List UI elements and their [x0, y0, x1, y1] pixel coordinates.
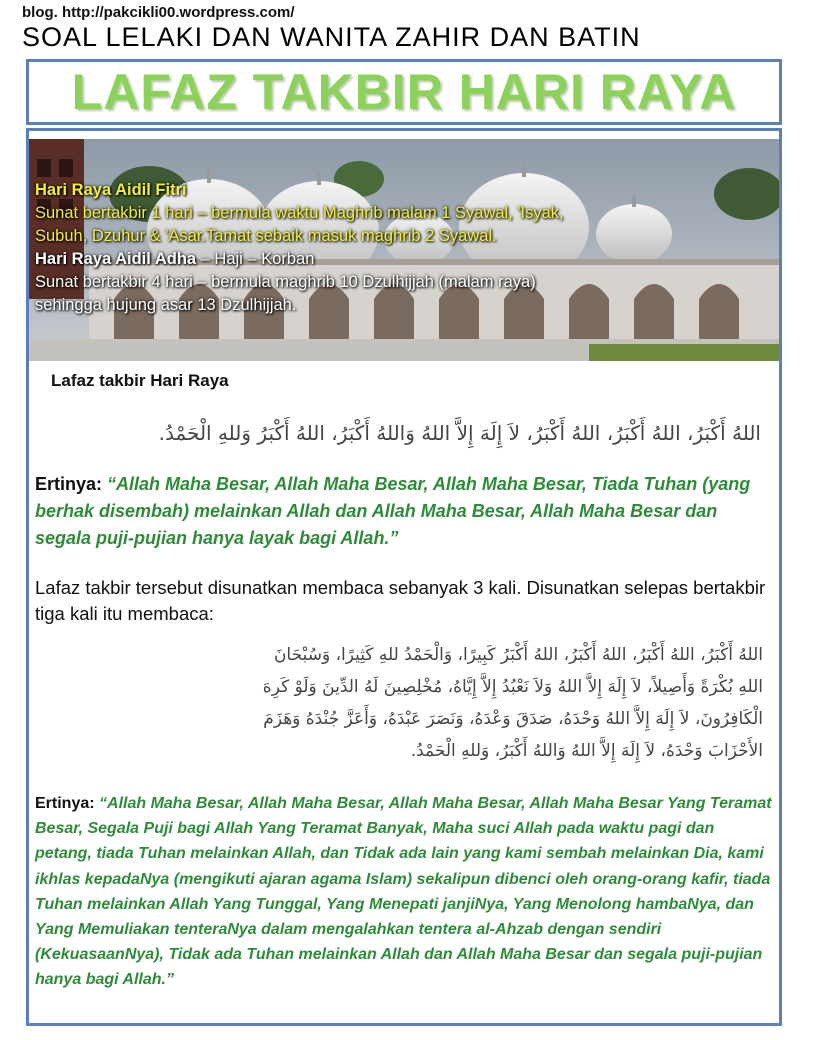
adha-suffix: – Haji – Korban [196, 250, 315, 268]
arabic-line: الأَحْزَابَ وَحْدَهُ، لاَ إِلَهَ إِلاَّ اللهُ وَاللهُ أَكْبَرُ، وَللهِ الْحَمْدُ. [410, 741, 763, 761]
photo-caption [35, 179, 775, 317]
arabic-line: اللهِ بُكْرَةً وَأَصِيلاً، لاَ إِلَهَ إِلاَّ اللهُ وَلاَ نَعْبُدُ إِلاَّ إِيَّاهُ، مُخْلِصِينَ لَهُ الدِّينَ وَلَوْ كَرِهَ [262, 677, 763, 697]
blog-url: blog. http://pakcikli00.wordpress.com/ [22, 4, 295, 21]
adha-line-1: Sunat bertakbir 4 hari – bermula maghrib 10 Dzulhijjah (malam raya) [35, 273, 536, 291]
translation-1-lead: Ertinya: [35, 474, 108, 494]
page-subtitle: SOAL LELAKI DAN WANITA ZAHIR DAN BATIN [22, 22, 641, 52]
arabic-long-takbir [43, 639, 763, 767]
adha-line-2: sehingga hujung asar 13 Dzulhijjah. [35, 296, 297, 314]
instruction-text: Lafaz takbir tersebut disunatkan membaca sebanyak 3 kali. Disunatkan selepas bertakbir tiga kali itu membaca: [35, 577, 766, 624]
title-banner [26, 59, 782, 125]
section-label: Lafaz takbir Hari Raya [51, 371, 229, 390]
adha-heading: Hari Raya Aidil Adha [35, 250, 197, 268]
fitri-line-1: Sunat bertakbir 1 hari – bermula waktu Maghrib malam 1 Syawal, 'Isyak, [35, 204, 564, 222]
fitri-heading: Hari Raya Aidil Fitri [35, 181, 187, 199]
arabic-line: اللهُ أَكْبَرُ، اللهُ أَكْبَرُ، اللهُ أَكْبَرُ، اللهُ أَكْبَرُ كَبِيرًا، وَالْحَمْدُ للهِ كَثِيرًا، وَسُبْحَانَ [273, 645, 763, 665]
translation-1-text: “Allah Maha Besar, Allah Maha Besar, Allah Maha Besar, Tiada Tuhan (yang berhak disembah) melainkan Allah dan Allah Maha Besar, Allah Maha Besar dan segala puji-pujian hanya layak bagi Allah.” [35, 474, 751, 548]
mosque-photo [29, 139, 779, 361]
page-title: LAFAZ TAKBIR HARI RAYA [71, 64, 737, 120]
arabic-line: الْكَافِرُونَ، لاَ إِلَهَ إِلاَّ اللهُ وَحْدَهُ، صَدَقَ وَعْدَهُ، وَنَصَرَ عَبْدَهُ، وَأَعَزَّ جُنْدَهُ وَهَزَمَ [263, 709, 763, 729]
translation-2-text: “Allah Maha Besar, Allah Maha Besar, Allah Maha Besar, Allah Maha Besar Yang Teramat Besar, Segala Puji bagi Allah Yang Teramat Banyak, Maha suci Allah pada waktu pagi dan petang, tiada Tuhan melainkan Allah, dan Tidak ada lain yang kami sembah melainkan Dia, kami ikhlas kepadaNya (mengikuti ajaran agama Islam) sekalipun dibenci oleh orang-orang kafir, tiada Tuhan melainkan Allah Yang Tunggal, Yang Menepati janjiNya, Yang Menolong hambaNya, dan Yang Memuliakan tenteraNya dalam mengalahkan tentera al-Ahzab dengan sendiri (KekuasaanNya), Tidak ada Tuhan melainkan Allah dan Allah Maha Besar dan segala puji-pujian hanya bagi Allah.” [35, 795, 772, 989]
translation-2 [35, 791, 775, 993]
content-panel [26, 128, 782, 1026]
translation-1 [35, 471, 775, 552]
arabic-takbir: اللهُ أَكْبَرُ، اللهُ أَكْبَرُ، اللهُ أَكْبَرُ، لاَ إِلَهَ إِلاَّ اللهُ وَاللهُ أَكْبَرُ، اللهُ أَكْبَرُ وَللهِ الْحَمْدُ. [158, 421, 761, 445]
translation-2-lead: Ertinya: [35, 795, 100, 812]
fitri-line-2: Subuh, Dzuhur & 'Asar.Tamat sebaik masuk maghrib 2 Syawal. [35, 227, 497, 245]
